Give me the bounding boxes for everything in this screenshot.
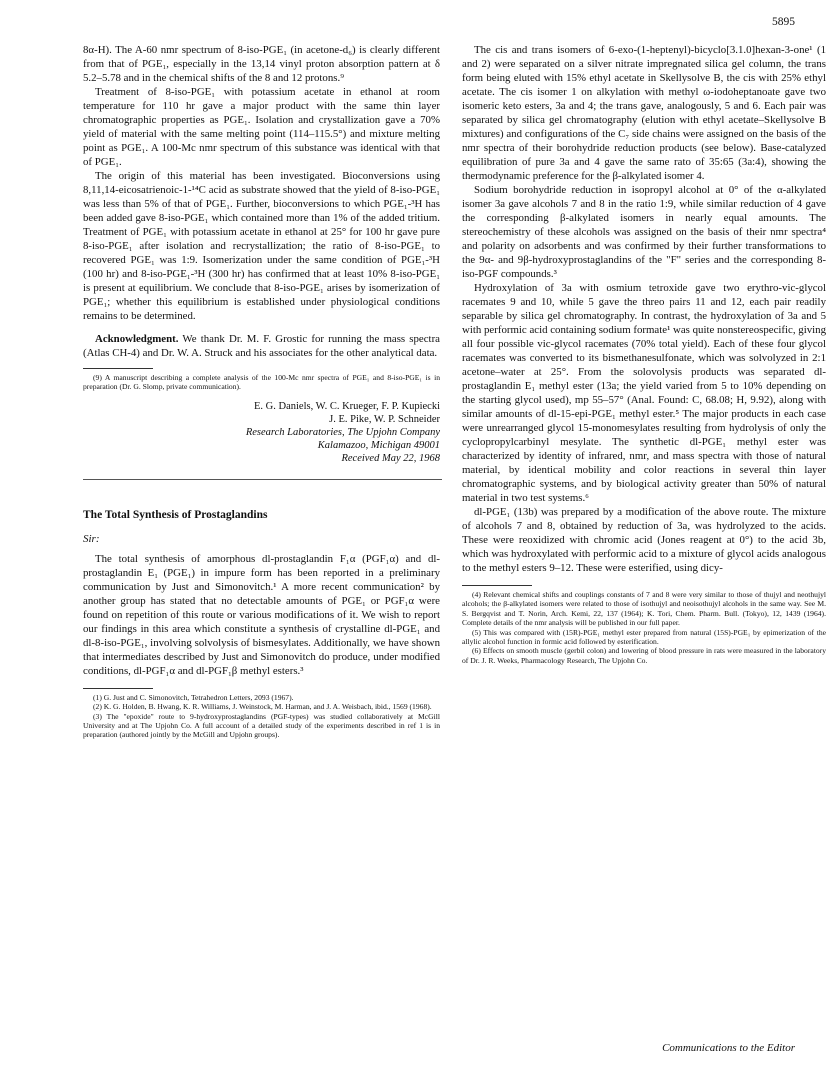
salutation: Sir: bbox=[83, 532, 100, 545]
paragraph: The origin of this material has been investigated. Bioconversions using 8,11,14-eicosatrienoic-1-¹⁴C acid as substrate showed that the yield of 8-iso-PGE₁ was less than 5% of that of PGE₁. Further, bioconversions to which PGE₁-³H has been added gave 8-iso-PGE₁ which contained more than 1% of the added tritium. Treatment of PGE₁ with potassium acetate in ethanol at 25° for 100 hr gave pure 8-iso-PGE₁ after isolation and recrystallization; the ratio of 8-iso-PGE₁ to recovered PGE₁ was 1:9. Isomerization under the same condition of PGE₁-³H (100 hr) and 8-iso-PGE₁-³H (300 hr) has confirmed that at least 10% 8-iso-PGE₁ is present at equilibrium. We conclude that 8-iso-PGE₁ arises by isomerization of PGE₁; whether this equilibrium is established under physiological conditions remains to be determined. bbox=[83, 170, 440, 322]
acknowledgment-label: Acknowledgment. bbox=[95, 333, 179, 345]
journal-section-footer: Communications to the Editor bbox=[662, 1042, 795, 1054]
right-column bbox=[462, 43, 826, 665]
byline bbox=[83, 400, 440, 465]
author-line: E. G. Daniels, W. C. Krueger, F. P. Kupiecki bbox=[254, 400, 440, 412]
paragraph: Sodium borohydride reduction in isopropyl alcohol at 0° of the α-alkylated isomer 3a gave alcohols 7 and 8 in the ratio 1:9, while similar reduction of 4 gave the corresponding β-alkylated isomers in nearly equal amounts. The stereochemistry of these alcohols was assigned on the basis of their nmr spectra⁴ and polarity on adsorbents and was confirmed by their further transformations to the 9α- and 9β-hydroxyprostaglandins of the "F" series and the corresponding 8-iso-PGF compounds.³ bbox=[462, 184, 826, 280]
footnote-rule bbox=[83, 688, 153, 689]
section-divider bbox=[83, 479, 442, 480]
paragraph: dl-PGE₁ (13b) was prepared by a modification of the above route. The mixture of alcohols 7 and 8, obtained by reduction of 3a, was hydrolyzed to the acids. These were reoxidized with chromic acid (Jones reagent at 0°) to the acid 3b, which was hydroxylated with performic acid to a mixture of glycol acids analogous to the methyl esters 9–12. These were esterified, using dicy- bbox=[462, 506, 826, 574]
received-date: Received May 22, 1968 bbox=[341, 452, 440, 464]
paragraph: 8α-H). The A-60 nmr spectrum of 8-iso-PGE₁ (in acetone-d₆) is clearly different from that of PGE₁, especially in the 13,14 vinyl proton absorption pattern at δ 5.2–5.78 and in the chemical shifts of the 8 and 12 protons.⁹ bbox=[83, 44, 440, 84]
footnote-rule bbox=[83, 368, 153, 369]
left-column bbox=[83, 43, 440, 740]
paragraph: Treatment of 8-iso-PGE₁ with potassium acetate in ethanol at room temperature for 110 hr gave a major product with the same thin layer chromatographic properties as PGE₁. Isolation and crystallization gave a 70% yield of material with the same melting point (114–115.5°) and mixture melting point as PGE₁. A 100-Mc nmr spectrum of this substance was identical with that of PGE₁. bbox=[83, 86, 440, 168]
footnote: (2) K. G. Holden, B. Hwang, K. R. Williams, J. Weinstock, M. Harman, and J. A. Weisbach, ibid., 1569 (1968). bbox=[93, 702, 432, 712]
acknowledgment bbox=[83, 332, 440, 360]
footnote: (5) This was compared with (15R)-PGE₁ methyl ester prepared from natural (15S)-PGE₁ by epimerization of the allylic alcohol function in formic acid followed by esterification. bbox=[462, 627, 826, 647]
page-number: 5895 bbox=[772, 16, 795, 28]
footnote-rule bbox=[462, 585, 532, 586]
paragraph: The cis and trans isomers of 6-exo-(1-heptenyl)-bicyclo[3.1.0]hexan-3-one¹ (1 and 2) were separated on a silver nitrate impregnated silica gel column, the trans form being eluted with 15% ethyl acetate in Skellysolve B, the cis with 25% ethyl acetate. The cis isomer 1 on alkylation with methyl ω-iodoheptanoate gave two isomeric keto esters, 3a and 4; the trans gave, analogously, 5 and 6. Each pair was separated by silica gel chromatography (elution with ethyl acetate–Skellysolve B mixtures) and configurations of the C₇ side chains were assigned on the basis of the nmr spectra of their borohydride reduction products (see below). Base-catalyzed equilibration of pure 3a and 4 gave the same rato of 35:65 (3a:4), showing the thermodynamic preference for the β-alkylated isomer 4. bbox=[462, 44, 826, 182]
footnote: (9) A manuscript describing a complete analysis of the 100-Mc nmr spectra of PGE₁ and 8-iso-PGE₁ is in preparation (Dr. G. Slomp, private communication). bbox=[83, 373, 440, 392]
paragraph: The total synthesis of amorphous dl-prostaglandin F₁α (PGF₁α) and dl-prostaglandin E₁ (PGE₁) in impure form has been reported in a preliminary communication by Just and Simonovitch.¹ A more recent communication² by another group has stated that no detectable amounts of PGE₁ or PGF₁α were found on repetition of this route or various modifications of it. We wish to report our findings in this area which constitute a synthesis of crystalline dl-PGE₁ and dl-8-iso-PGE₁, involving solvolysis of bismesylates. Additionally, we have shown that intermediates described by Just and Simonovitch do produce, under modified conditions, dl-PGF₁α and dl-PGF₁β methyl esters.³ bbox=[83, 552, 440, 677]
affiliation: Research Laboratories, The Upjohn Company bbox=[245, 426, 440, 438]
affiliation: Kalamazoo, Michigan 49001 bbox=[317, 439, 440, 451]
article-title: The Total Synthesis of Prostaglandins bbox=[83, 508, 268, 521]
acknowledgment-text: We thank Dr. M. F. Grostic for running the mass spectra (Atlas CH-4) and Dr. W. A. Struck and his associates for the other analytical data. bbox=[83, 333, 440, 359]
footnote: (6) Effects on smooth muscle (gerbil colon) and lowering of blood pressure in rats were measured in the laboratory of Dr. J. R. Weeks, Pharmacology Research, The Upjohn Co. bbox=[462, 646, 826, 665]
footnote: (3) The "epoxide" route to 9-hydroxyprostaglandins (PGF-types) was studied collaboratively at McGill University and at The Upjohn Co. A full account of a detailed study of the experiments described in ref 1 is in preparation (authored jointly by the McGill and Upjohn groups). bbox=[83, 711, 440, 740]
footnote: (1) G. Just and C. Simonovitch, Tetrahedron Letters, 2093 (1967). bbox=[93, 692, 294, 702]
author-line: J. E. Pike, W. P. Schneider bbox=[329, 413, 440, 425]
paragraph: Hydroxylation of 3a with osmium tetroxide gave two erythro-vic-glycol racemates 9 and 10, while 5 gave the threo pairs 11 and 12, each pair readily separable by silica gel chromatography. In contrast, the hydroxylation of 3a and 5 with performic acid containing sodium formate¹ was quite nonstereospecific, giving all four possible vic-glycol racemates (70% total yield). Each of these four glycol racemates was converted to its bismethanesulfonate, which was solvolyzed in 2:1 acetone–water at 25°. From the solovolysis products was separated dl-prostaglandin E₁ methyl ester (13a; the yield varied from 5 to 10% depending on the starting glycol used), mp 55–57° (Anal. Found: C, 68.08; H, 9.92), along with similar amounts of dl-15-epi-PGE₁ methyl ester.⁵ The major products in each case were unrearranged glycol 15-monomesylates resulting from hydrolysis of only the cyclopropylcarbinyl mesylate. The synthetic dl-PGE₁ methyl ester was characterized by identity of infrared, nmr, and mass spectra with those of natural material, by identical mobility and color reactions in several thin layer chromatographic systems, and by biological activity greater than 50% of natural material in two test systems.⁶ bbox=[462, 282, 827, 504]
footnote: (4) Relevant chemical shifts and couplings constants of 7 and 8 were very similar to those of thujyl and neothujyl alcohols; the β-alkylated isomers were related to those of isothujyl and neoisothujyl alcohols in the same way. See M. S. Bergqvist and T. Norin, Arch. Kemi, 22, 137 (1964); K. Tori, Chem. Pharm. Bull. (Tokyo), 12, 1439 (1964). Complete details of the nmr analysis will be published in our full paper. bbox=[462, 590, 826, 628]
